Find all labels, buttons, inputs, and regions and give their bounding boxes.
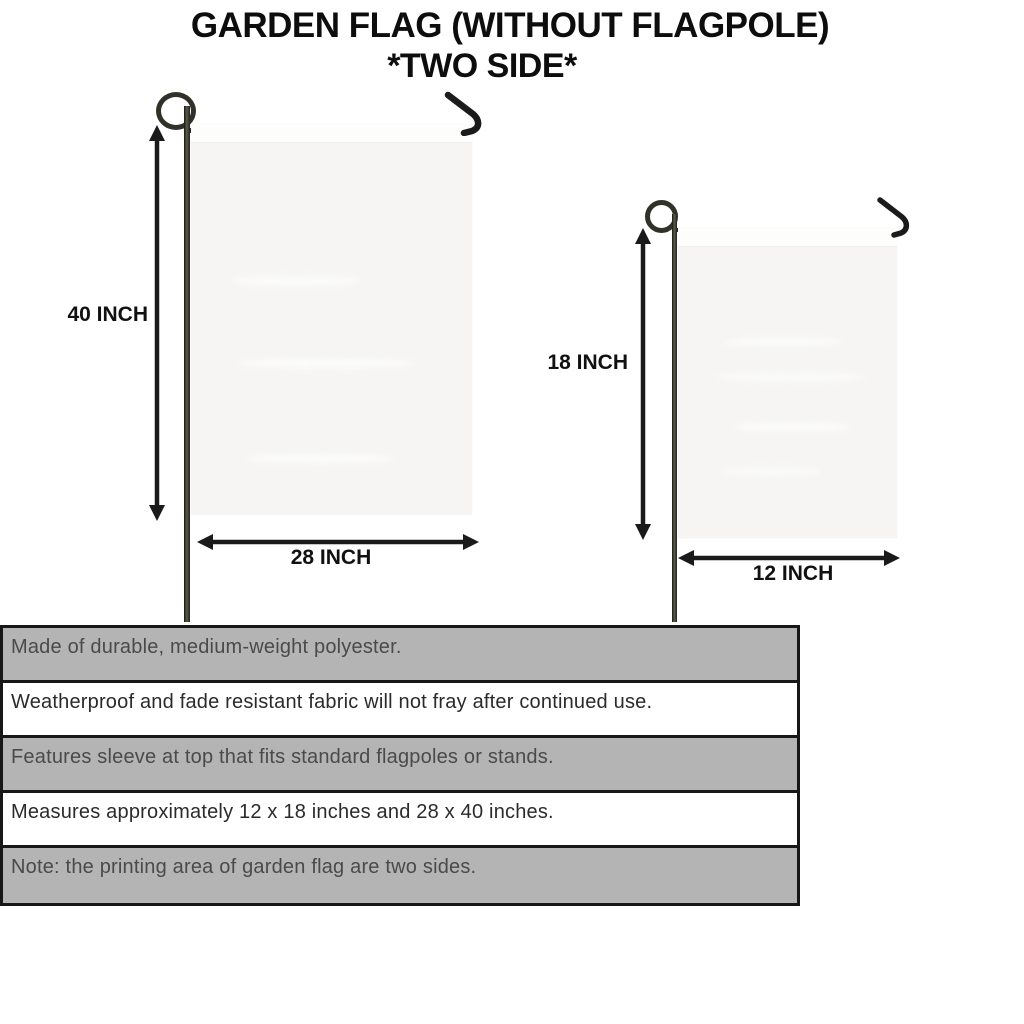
fabric-wrinkle bbox=[231, 276, 361, 286]
fabric-wrinkle bbox=[723, 468, 823, 475]
garden-flag-large bbox=[191, 124, 472, 515]
spec-row-measures bbox=[3, 793, 797, 848]
fabric-wrinkle bbox=[716, 373, 866, 381]
flagpole-rod-small bbox=[672, 214, 677, 622]
garden-flag-small bbox=[678, 228, 897, 538]
spec-row-weatherproof bbox=[3, 683, 797, 738]
flagpole-hook-small bbox=[876, 196, 914, 238]
spec-text: Features sleeve at top that fits standard flagpoles or stands. bbox=[11, 746, 554, 768]
title-line-2: *TWO SIDE* bbox=[387, 47, 577, 85]
flagpole-rod-large bbox=[184, 106, 190, 622]
spec-text: Made of durable, medium-weight polyester. bbox=[11, 636, 402, 658]
height-label-large: 40 INCH bbox=[67, 303, 148, 326]
spec-text: Note: the printing area of garden flag are two sides. bbox=[11, 856, 477, 878]
fabric-wrinkle bbox=[723, 338, 843, 346]
spec-row-note bbox=[3, 848, 797, 903]
width-label-small: 12 INCH bbox=[752, 562, 834, 585]
spec-row-material bbox=[3, 628, 797, 683]
title-line-1: GARDEN FLAG (WITHOUT FLAGPOLE) bbox=[190, 6, 830, 45]
height-arrow-small bbox=[631, 228, 655, 540]
spec-text: Weatherproof and fade resistant fabric will not fray after continued use. bbox=[11, 691, 653, 713]
fabric-wrinkle bbox=[246, 454, 396, 463]
flag-sleeve-large bbox=[191, 124, 472, 143]
fabric-wrinkle bbox=[733, 423, 853, 431]
page-title bbox=[0, 6, 1024, 86]
spec-table bbox=[0, 625, 800, 906]
spec-row-sleeve bbox=[3, 738, 797, 793]
height-arrow-large bbox=[145, 125, 169, 521]
flag-sleeve-small bbox=[678, 228, 897, 247]
width-label-large: 28 INCH bbox=[290, 546, 372, 569]
flagpole-hook-large bbox=[443, 90, 487, 136]
spec-text: Measures approximately 12 x 18 inches and 28 x 40 inches. bbox=[11, 801, 554, 823]
fabric-wrinkle bbox=[236, 359, 416, 368]
height-label-small: 18 INCH bbox=[547, 351, 628, 374]
